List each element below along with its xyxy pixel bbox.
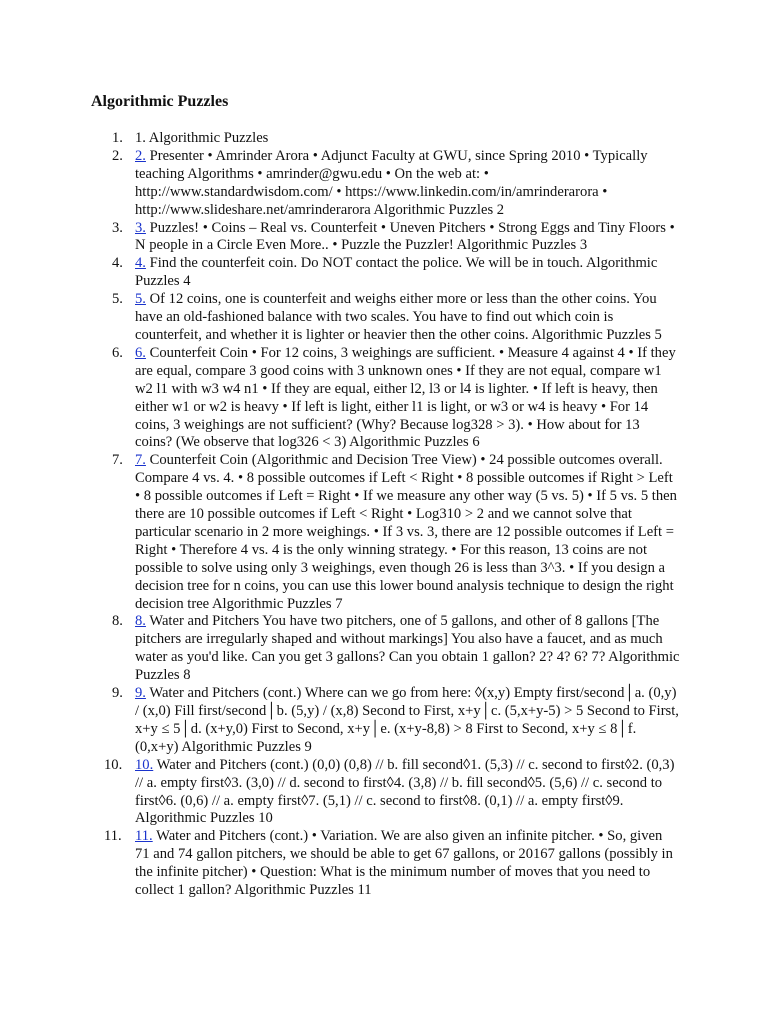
slide-link[interactable]: 7. xyxy=(135,452,146,469)
item-text: Water and Pitchers (cont.) (0,0) (0,8) // b. fill second◊1. (5,3) // c. second to first◊2. (0,3) // a. empty first◊3. (3,0) // d. second to first◊4. (3,8) // b. fill second◊5. (5,6) // c. second to first◊6. (0,6) // a. empty first◊7. (5,1) // c. second to first◊8. (0,1) // a. empty first◊9. Algorithmic Puzzles 10 xyxy=(135,756,675,827)
item-number: 10. xyxy=(104,756,123,773)
item-text: Counterfeit Coin (Algorithmic and Decision Tree View) • 24 possible outcomes overall. Compare 4 vs. 4. • 8 possible outcomes if Left < Right • 8 possible outcomes if Right > Left • 8 possible outcomes if Left = Right • If we measure any other way (5 vs. 5) • If 5 vs. 5 then there are 10 possible outcomes if Left < Right • Log310 > 2 and we cannot solve that particular scenario in 2 more weighings. • If 3 vs. 3, there are 12 possible outcomes if Left = Right • Therefore 4 vs. 4 is the only winning strategy. • For this reason, 13 coins are not possible to solve using only 3 weighings, even though 26 is less than 3^3. • If you design a decision tree for n coins, you can use this lower bound analysis technique to design the right decision tree Algorithmic Puzzles 7 xyxy=(135,452,677,612)
item-text: Water and Pitchers (cont.) Where can we go from here: ◊(x,y) Empty first/second│a. (0,y) / (x,0) Fill first/second│b. (5,y) / (x,8) Second to First, x+y│c. (5,x+y-5) > 5 Second to First, x+y ≤ 5│d. (x+y,0) First to Second, x+y│e. (x+y-8,8) > 8 First to Second, x+y ≤ 8│f. (0,x+y) Algorithmic Puzzles 9 xyxy=(135,685,679,755)
item-text: 1. Algorithmic Puzzles xyxy=(135,130,269,146)
item-text: Of 12 coins, one is counterfeit and weighs either more or less than the other coins. You have an old-fashioned balance with two scales. You have to find out which coin is counterfeit, and whether it is lighter or heavier then the other coins. Algorithmic Puzzles 5 xyxy=(135,291,662,343)
list-item xyxy=(0,828,680,900)
item-number: 6. xyxy=(112,344,123,361)
slide-link[interactable]: 3. xyxy=(135,219,146,236)
slide-link[interactable]: 5. xyxy=(135,291,146,308)
document-title: Algorithmic Puzzles xyxy=(91,93,229,110)
item-number: 11. xyxy=(104,828,122,845)
item-number: 4. xyxy=(112,255,123,272)
slide-link[interactable]: 2. xyxy=(135,147,146,164)
list-item xyxy=(0,220,680,256)
list-item xyxy=(0,757,680,829)
item-text: Water and Pitchers You have two pitchers, one of 5 gallons, and other of 8 gallons [The pitchers are irregularly shaped and without markings] You also have a faucet, and as much water as you'd like. Can you get 3 gallons? Can you obtain 1 gallon? 2? 4? 6? 7? Algorithmic Puzzles 8 xyxy=(135,613,680,684)
item-number: 7. xyxy=(112,452,123,469)
slide-link[interactable]: 10. xyxy=(135,756,154,773)
slide-link[interactable]: 4. xyxy=(135,255,146,272)
item-text: Puzzles! • Coins – Real vs. Counterfeit • Uneven Pitchers • Strong Eggs and Tiny Floors • N people in a Circle Even More.. • Puzzle the Puzzler! Algorithmic Puzzles 3 xyxy=(135,219,675,254)
item-number: 2. xyxy=(112,147,123,164)
list-item xyxy=(0,345,680,452)
list-item xyxy=(0,148,680,220)
slide-link[interactable]: 6. xyxy=(135,344,146,361)
slide-link[interactable]: 8. xyxy=(135,613,146,630)
list-item xyxy=(0,685,680,757)
slide-list xyxy=(0,130,768,900)
slide-link[interactable]: 9. xyxy=(135,685,146,702)
item-number: 8. xyxy=(112,613,123,630)
item-number: 5. xyxy=(112,291,123,308)
item-text: Presenter • Amrinder Arora • Adjunct Faculty at GWU, since Spring 2010 • Typically teaching Algorithms • amrinder@gwu.edu • On the web at: • http://www.standardwisdom.com/ • https://www.linkedin.com/in/amrinderarora • http://www.slideshare.net/amrinderarora Algorithmic Puzzles 2 xyxy=(135,147,648,218)
item-text: Water and Pitchers (cont.) • Variation. We are also given an infinite pitcher. • So, given 71 and 74 gallon pitchers, we should be able to get 67 gallons, or 20167 gallons (possibly in the infinite pitcher) • Question: What is the minimum number of moves that you need to collect 1 gallon? Algorithmic Puzzles 11 xyxy=(135,828,673,899)
item-text: Counterfeit Coin • For 12 coins, 3 weighings are sufficient. • Measure 4 against 4 • If they are equal, compare 3 good coins with 3 unknown ones • If they are not equal, compare w1 w2 l1 with w3 w4 n1 • If they are equal, either l2, l3 or l4 is lighter. • If left is heavy, then either w1 or w2 is heavy • If left is light, either l1 is light, or w3 or w4 is heavy • For 14 coins, 3 weighings are not sufficient? (Why? Because log328 > 3). • How about for 13 coins? (We observe that log326 < 3) Algorithmic Puzzles 6 xyxy=(135,344,676,451)
list-item xyxy=(0,130,680,148)
item-number: 1. xyxy=(112,130,123,146)
item-text: Find the counterfeit coin. Do NOT contact the police. We will be in touch. Algorithmic Puzzles 4 xyxy=(135,255,658,290)
list-item xyxy=(0,613,680,685)
item-number: 9. xyxy=(112,685,123,702)
slide-link[interactable]: 11. xyxy=(135,828,153,845)
list-item xyxy=(0,255,680,291)
list-item xyxy=(0,452,680,613)
item-number: 3. xyxy=(112,219,123,236)
list-item xyxy=(0,291,680,345)
